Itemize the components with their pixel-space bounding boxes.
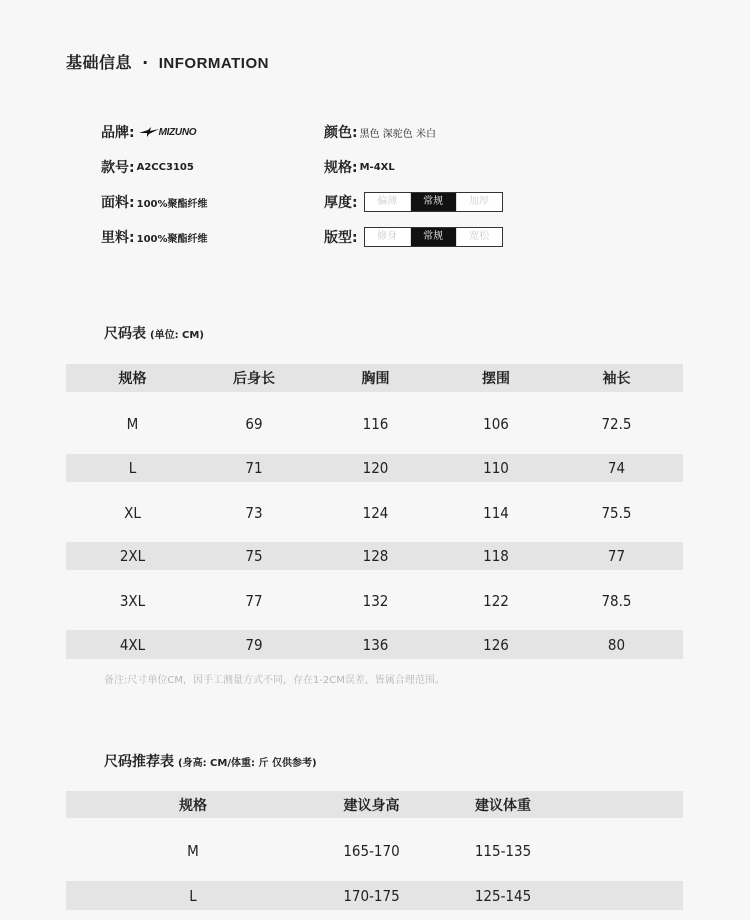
table-cell: 126 xyxy=(483,635,509,654)
color-label: 颜色: xyxy=(324,125,358,141)
table-cell: 69 xyxy=(245,414,263,433)
table-cell: 75.5 xyxy=(601,503,632,522)
brand-label: 品牌: xyxy=(101,125,135,141)
table-cell: 78.5 xyxy=(601,591,632,610)
lining-row xyxy=(101,227,208,247)
rec-table-subtitle: (身高: CM/体重: 斤 仅供参考) xyxy=(178,758,317,769)
size-range-label: 规格: xyxy=(324,160,358,176)
fit-option-regular: 常规 xyxy=(410,228,456,246)
table-cell: 106 xyxy=(483,414,509,433)
table-cell: L xyxy=(189,886,197,905)
size-table-title xyxy=(104,323,204,343)
table-cell: 77 xyxy=(607,547,626,565)
fabric-label: 面料: xyxy=(101,195,135,211)
table-cell: 114 xyxy=(483,503,509,522)
table-cell: 2XL xyxy=(119,547,146,565)
table-cell: 115-135 xyxy=(474,842,532,860)
fabric-row xyxy=(101,192,208,212)
size-range-row xyxy=(324,157,395,177)
style-value: A2CC3105 xyxy=(136,161,194,173)
table-cell: L xyxy=(128,459,137,477)
size-header-cell: 后身长 xyxy=(233,371,275,387)
size-header-cell: 袖长 xyxy=(602,371,631,387)
table-cell: 124 xyxy=(362,503,389,522)
color-value: 黑色 深驼色 米白 xyxy=(359,128,436,140)
table-cell: 3XL xyxy=(119,591,146,610)
brand-row xyxy=(101,122,196,142)
section-title xyxy=(66,50,269,73)
rec-table-header xyxy=(66,791,683,818)
size-table-subtitle: (单位: CM) xyxy=(150,330,204,341)
table-cell: 77 xyxy=(245,591,263,610)
table-cell: 136 xyxy=(362,635,389,654)
table-row xyxy=(66,586,683,615)
table-cell: 73 xyxy=(245,503,263,522)
table-cell: 71 xyxy=(245,459,263,477)
table-cell: 165-170 xyxy=(343,842,400,860)
table-cell: 170-175 xyxy=(343,886,400,905)
table-cell: 72.5 xyxy=(601,414,632,433)
thickness-selector xyxy=(364,192,503,212)
table-row xyxy=(66,881,683,910)
thickness-row xyxy=(324,192,503,212)
thickness-option-regular: 常规 xyxy=(410,193,456,211)
lining-label: 里料: xyxy=(101,230,135,246)
style-label: 款号: xyxy=(101,160,135,176)
table-cell: 79 xyxy=(245,635,263,654)
mizuno-runbird-icon xyxy=(139,127,159,137)
rec-table-title xyxy=(104,751,317,771)
table-row xyxy=(66,630,683,659)
section-title-en: INFORMATION xyxy=(158,55,269,72)
table-cell: 110 xyxy=(483,459,509,477)
table-cell: 74 xyxy=(607,459,626,477)
size-table xyxy=(66,364,683,659)
table-cell: 120 xyxy=(362,459,389,477)
section-title-sep: · xyxy=(142,53,149,72)
thickness-option-thick: 加厚 xyxy=(456,193,502,211)
size-header-cell: 胸围 xyxy=(361,371,390,387)
brand-logo-text: MIZUNO xyxy=(158,126,197,138)
table-row xyxy=(66,454,683,482)
fit-label: 版型: xyxy=(324,230,358,246)
table-cell: 4XL xyxy=(119,635,146,654)
table-row xyxy=(66,409,683,438)
size-table-title-text: 尺码表 xyxy=(104,326,146,342)
rec-header-cell: 建议体重 xyxy=(475,797,531,814)
table-row xyxy=(66,542,683,570)
fit-selector xyxy=(364,227,503,247)
size-table-header xyxy=(66,364,683,392)
fabric-value: 100%聚酯纤维 xyxy=(136,198,208,210)
size-header-cell: 规格 xyxy=(118,371,147,387)
table-cell: M xyxy=(187,842,199,860)
size-range-value: M-4XL xyxy=(359,161,395,173)
table-row xyxy=(66,498,683,527)
lining-value: 100%聚酯纤维 xyxy=(136,233,208,245)
rec-header-cell: 规格 xyxy=(179,797,207,814)
table-cell: XL xyxy=(124,503,141,522)
table-cell: 75 xyxy=(245,547,263,565)
table-cell: 128 xyxy=(362,547,389,565)
brand-logo xyxy=(139,127,197,138)
table-cell: 80 xyxy=(607,635,626,654)
size-header-cell: 摆围 xyxy=(482,371,510,387)
color-row xyxy=(324,122,436,142)
table-cell: M xyxy=(126,414,139,433)
fit-option-slim: 修身 xyxy=(365,228,410,246)
thickness-option-thin: 偏薄 xyxy=(365,193,410,211)
rec-header-cell: 建议身高 xyxy=(343,797,400,814)
table-cell: 125-145 xyxy=(474,886,532,905)
thickness-label: 厚度: xyxy=(324,195,358,211)
recommendation-table xyxy=(66,791,683,910)
table-cell: 132 xyxy=(362,591,389,610)
table-cell: 122 xyxy=(483,591,509,610)
table-cell: 118 xyxy=(483,547,509,565)
fit-row xyxy=(324,227,503,247)
rec-table-title-text: 尺码推荐表 xyxy=(104,754,174,770)
size-table-note: 备注:尺寸单位CM，因手工测量方式不同，存在1-2CM误差，皆属合理范围。 xyxy=(104,675,445,686)
style-row xyxy=(101,157,194,177)
table-row xyxy=(66,837,683,865)
table-cell: 116 xyxy=(362,414,389,433)
fit-option-loose: 宽松 xyxy=(456,228,502,246)
section-title-cn: 基础信息 xyxy=(66,53,133,72)
